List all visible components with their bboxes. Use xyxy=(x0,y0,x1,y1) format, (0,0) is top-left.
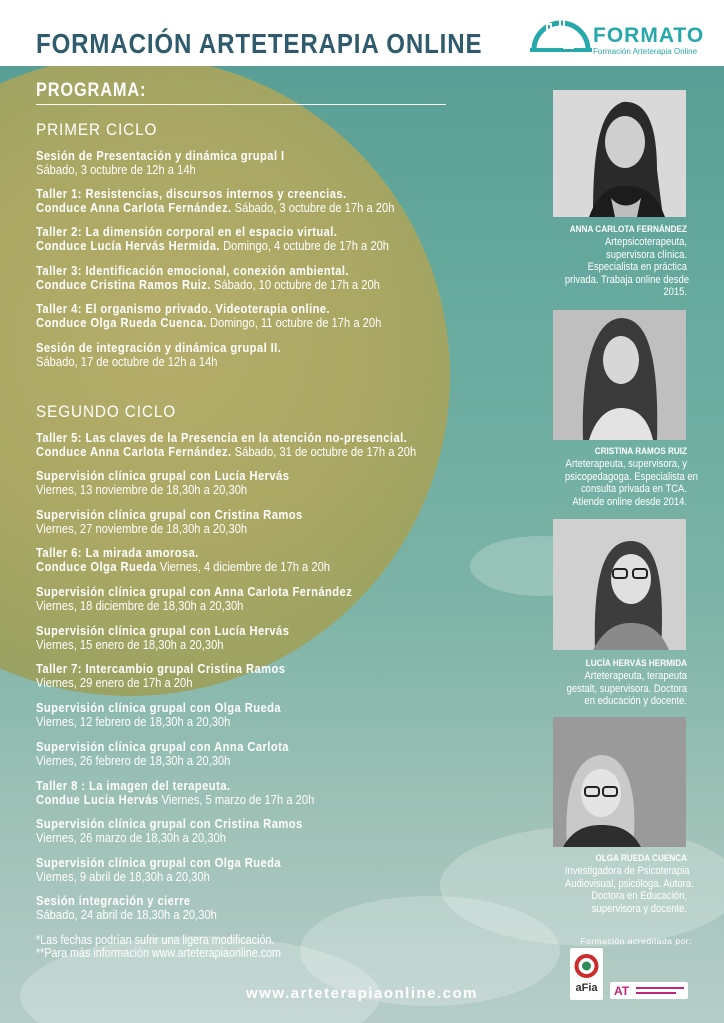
session-date: Sábado, 10 octubre de 17h a 20h xyxy=(210,277,380,292)
instructor-desc: Doctora en Educación, xyxy=(591,890,687,902)
session-title: Supervisión clínica grupal con Cristina Ramos xyxy=(36,507,303,522)
logo-subtitle: Formación Arteterapia Online xyxy=(593,47,698,56)
session-title: Sesión integración y cierre xyxy=(36,893,191,908)
session-title: Supervisión clínica grupal con Lucía Hervás xyxy=(36,468,290,483)
afia-logo-text: aFia xyxy=(575,982,598,994)
session-conductor: Conduce Cristina Ramos Ruiz. xyxy=(36,277,211,292)
session-conductor: Conduce Anna Carlota Fernández. xyxy=(36,200,232,215)
photo-olga-rueda xyxy=(553,717,686,847)
session-title: Supervisión clínica grupal con Olga Rueda xyxy=(36,700,282,715)
session-date: Viernes, 15 enero de 18,30h a 20,30h xyxy=(36,637,224,652)
instructor-name: OLGA RUEDA CUENCA xyxy=(595,853,687,864)
session-date: Sábado, 3 octubre de 12h a 14h xyxy=(36,162,196,177)
page-title: FORMACIÓN ARTETERAPIA ONLINE xyxy=(36,28,483,59)
session-date: Viernes, 13 noviembre de 18,30h a 20,30h xyxy=(36,482,248,497)
instructor-desc: Arteterapeuta, supervisora, y xyxy=(565,458,687,470)
session-title: Supervisión clínica grupal con Olga Rueda xyxy=(36,855,282,870)
session-title: Taller 2: La dimensión corporal en el espacio virtual. xyxy=(36,224,338,239)
session-title: Taller 5: Las claves de la Presencia en la atención no-presencial. xyxy=(36,430,408,445)
cycle-title: PRIMER CICLO xyxy=(36,120,158,139)
session-item xyxy=(36,740,496,768)
instructor-desc: privada. Trabaja online desde xyxy=(564,273,690,286)
session-title: Taller 7: Intercambio grupal Cristina Ramos xyxy=(36,661,286,676)
instructor-name: ANNA CARLOTA FERNÁNDEZ xyxy=(569,224,687,235)
session-item xyxy=(36,341,496,369)
at-logo xyxy=(610,982,688,999)
footnote: **Para más información www.arteterapiaonline.com xyxy=(36,946,281,960)
session-conductor: Conduce Anna Carlota Fernández. xyxy=(36,444,232,459)
website-link[interactable]: www.arteterapiaonline.com xyxy=(246,985,478,1002)
session-date: Sábado, 17 de octubre de 12h a 14h xyxy=(36,354,218,369)
session-item xyxy=(36,817,496,845)
cycle-title: SEGUNDO CICLO xyxy=(36,402,177,421)
session-item xyxy=(36,779,496,807)
bio-lucia-hervas xyxy=(545,658,687,708)
afia-logo xyxy=(570,948,603,1000)
session-title: Supervisión clínica grupal con Lucía Hervás xyxy=(36,623,290,638)
session-item xyxy=(36,149,496,177)
instructor-desc: psicopedagoga. Especialista en xyxy=(564,470,698,483)
instructor-desc: 2015. xyxy=(663,286,687,298)
session-item xyxy=(36,469,496,497)
photo-anna-carlota xyxy=(553,90,686,217)
session-item xyxy=(36,508,496,536)
session-item xyxy=(36,624,496,652)
session-item xyxy=(36,187,496,215)
session-item xyxy=(36,585,496,613)
session-item xyxy=(36,701,496,729)
session-title: Taller 6: La mirada amorosa. xyxy=(36,545,199,560)
session-date: Viernes, 9 abril de 18,30h a 20,30h xyxy=(36,869,210,884)
footnotes xyxy=(36,934,476,960)
photo-lucia-hervas xyxy=(553,519,686,650)
photo-cristina-ramos xyxy=(553,310,686,440)
instructor-name: LUCÍA HERVÁS HERMIDA xyxy=(585,658,687,669)
session-conductor: Conduce Olga Rueda Cuenca. xyxy=(36,315,207,330)
accreditation-logos xyxy=(570,948,690,1000)
session-date: Viernes, 26 febrero de 18,30h a 20,30h xyxy=(36,753,231,768)
session-date: Viernes, 27 noviembre de 18,30h a 20,30h xyxy=(36,521,248,536)
session-date: Domingo, 4 octubre de 17h a 20h xyxy=(219,238,390,253)
session-item xyxy=(36,302,496,330)
bio-olga-rueda xyxy=(545,853,694,915)
session-title: Sesión de integración y dinámica grupal II. xyxy=(36,340,282,355)
session-conductor: Conduce Olga Rueda xyxy=(36,559,157,574)
instructor-desc: gestalt, supervisora. Doctora xyxy=(566,682,687,695)
session-date: Viernes, 4 diciembre de 17h a 20h xyxy=(156,559,331,574)
session-item xyxy=(36,431,496,459)
session-title: Supervisión clínica grupal con Anna Carlota Fernández xyxy=(36,584,353,599)
instructor-name: CRISTINA RAMOS RUIZ xyxy=(594,446,687,457)
session-title: Supervisión clínica grupal con Anna Carlota xyxy=(36,739,289,754)
instructor-desc: en educación y docente. xyxy=(584,695,687,707)
session-conductor: Condue Lucía Hervás xyxy=(36,792,159,807)
session-date: Viernes, 29 enero de 17h a 20h xyxy=(36,675,193,690)
session-title: Taller 8 : La imagen del terapeuta. xyxy=(36,778,231,793)
instructor-desc: Especialista en práctica xyxy=(587,261,687,273)
session-item xyxy=(36,264,496,292)
session-title: Sesión de Presentación y dinámica grupal I xyxy=(36,148,285,163)
session-title: Supervisión clínica grupal con Cristina Ramos xyxy=(36,816,303,831)
session-conductor: Conduce Lucía Hervás Hermida. xyxy=(36,238,220,253)
instructor-desc: supervisora y docente. xyxy=(591,902,687,915)
session-item xyxy=(36,894,496,922)
logo-wordmark: FORMATO xyxy=(593,24,705,47)
at-logo-text: AT xyxy=(614,984,630,998)
session-date: Viernes, 5 marzo de 17h a 20h xyxy=(158,792,315,807)
instructor-desc: Investigadora de Psicoterapia xyxy=(564,865,690,877)
instructor-desc: Arteterapeuta, terapeuta xyxy=(584,670,687,682)
footnote: *Las fechas podrían sufrir una ligera modificación. xyxy=(36,933,275,947)
session-item xyxy=(36,546,496,574)
instructor-desc: Artepsicoterapeuta, xyxy=(604,236,687,248)
session-date: Viernes, 18 diciembre de 18,30h a 20,30h xyxy=(36,598,244,613)
bio-anna-carlota xyxy=(545,224,690,299)
session-item xyxy=(36,662,496,690)
bio-cristina-ramos xyxy=(545,446,698,508)
accreditation-label: Formación acreditada por: xyxy=(580,936,692,946)
session-item xyxy=(36,225,496,253)
instructor-desc: Audiovisual, psicóloga. Autora. xyxy=(564,877,694,890)
session-date: Sábado, 31 de octubre de 17h a 20h xyxy=(231,444,417,459)
session-item xyxy=(36,856,496,884)
instructor-desc: Atiende online desde 2014. xyxy=(572,495,687,508)
programa-label: PROGRAMA: xyxy=(36,80,147,101)
session-title: Taller 1: Resistencias, discursos internos y creencias. xyxy=(36,186,347,201)
session-title: Taller 3: Identificación emocional, conexión ambiental. xyxy=(36,263,349,278)
session-date: Viernes, 12 febrero de 18,30h a 20,30h xyxy=(36,714,231,729)
formato-logo-icon xyxy=(530,10,592,60)
instructor-desc: supervisora clínica. xyxy=(606,248,687,261)
session-date: Viernes, 26 marzo de 18,30h a 20,30h xyxy=(36,830,226,845)
session-date: Sábado, 3 octubre de 17h a 20h xyxy=(231,200,395,215)
divider xyxy=(36,104,446,105)
instructor-desc: consulta privada en TCA. xyxy=(580,483,687,495)
session-date: Sábado, 24 abril de 18,30h a 20,30h xyxy=(36,907,217,922)
header xyxy=(0,0,724,66)
session-title: Taller 4: El organismo privado. Videoterapia online. xyxy=(36,301,331,316)
formato-logo[interactable] xyxy=(530,10,715,60)
session-date: Domingo, 11 octubre de 17h a 20h xyxy=(206,315,382,330)
